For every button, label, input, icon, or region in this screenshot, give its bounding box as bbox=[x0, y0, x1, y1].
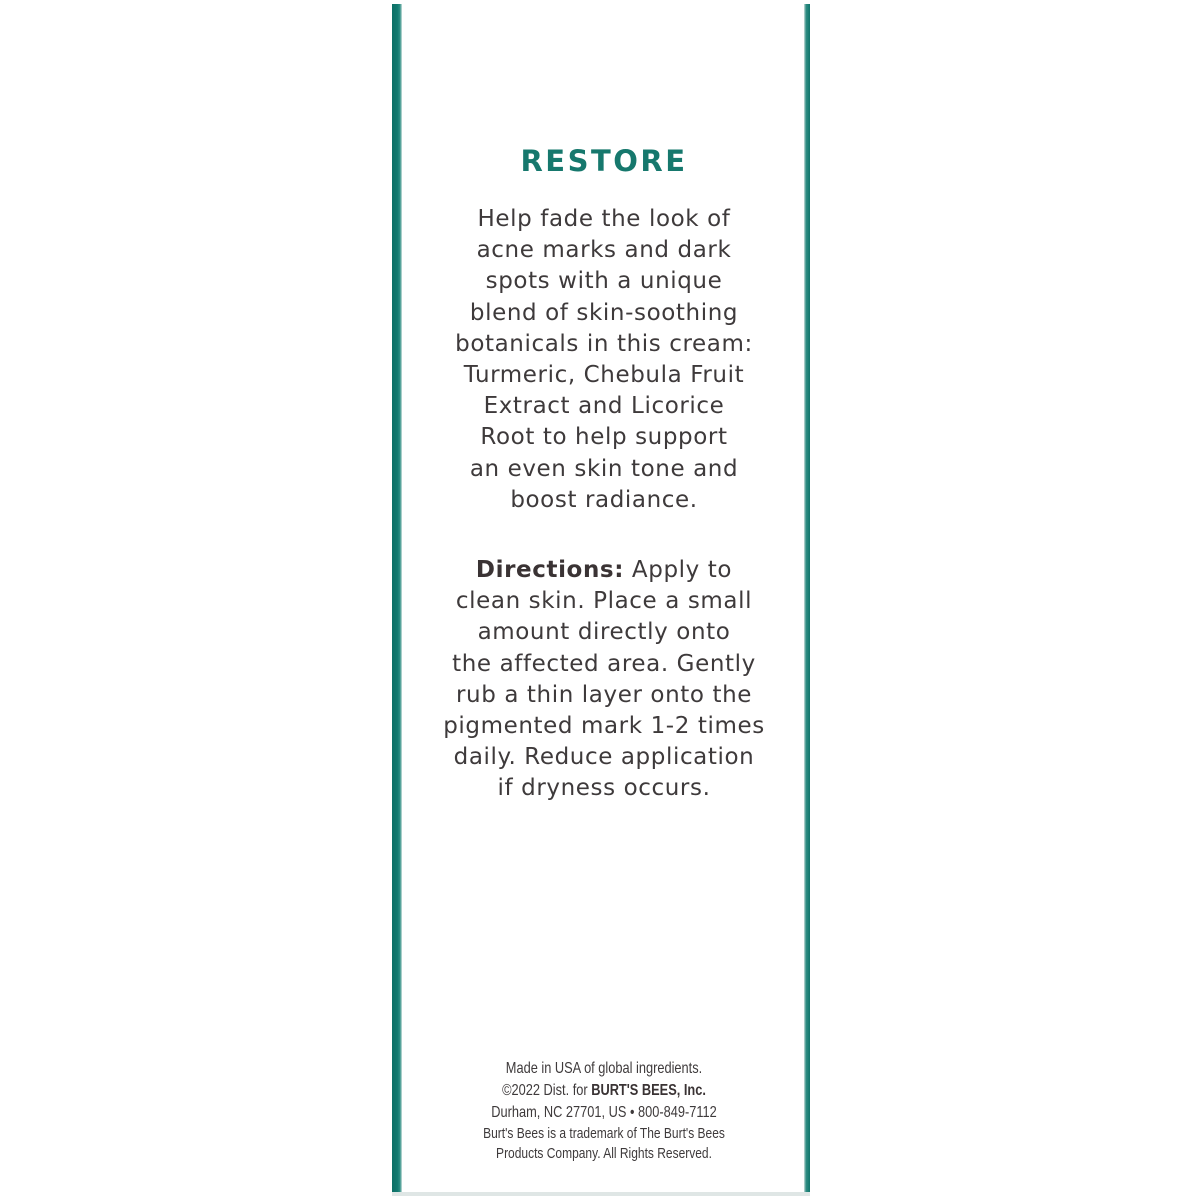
directions-first-line bbox=[412, 555, 796, 586]
footer-address: Durham, NC 27701, US • 800-849-7112 bbox=[491, 1104, 717, 1121]
description-line: botanicals in this cream: bbox=[455, 330, 753, 357]
directions-line: amount directly onto bbox=[477, 619, 731, 646]
description-line: Extract and Licorice bbox=[483, 393, 725, 420]
footer-rights: Products Company. All Rights Reserved. bbox=[496, 1145, 712, 1162]
directions-line: pigmented mark 1-2 times bbox=[443, 713, 765, 740]
footer-brand: BURT'S BEES, Inc. bbox=[591, 1082, 706, 1099]
directions-line: if dryness occurs. bbox=[497, 775, 711, 802]
description-line: boost radiance. bbox=[510, 486, 698, 513]
directions-line: daily. Reduce application bbox=[453, 744, 755, 771]
box-bottom-edge bbox=[392, 1192, 810, 1196]
footer-origin: Made in USA of global ingredients. bbox=[505, 1060, 703, 1077]
directions-line: the affected area. Gently bbox=[452, 650, 756, 677]
box-left-edge bbox=[392, 4, 402, 1196]
directions-line: rub a thin layer onto the bbox=[455, 681, 753, 708]
product-description bbox=[412, 204, 796, 516]
directions-section bbox=[412, 555, 796, 805]
directions-label: Directions: bbox=[475, 557, 625, 583]
description-line: acne marks and dark bbox=[476, 237, 732, 264]
description-line: spots with a unique bbox=[485, 268, 723, 295]
description-line: Turmeric, Chebula Fruit bbox=[463, 362, 745, 389]
footer-copyright: ©2022 Dist. for bbox=[502, 1082, 592, 1099]
directions-first-line-text: Apply to bbox=[624, 557, 733, 583]
directions-line: clean skin. Place a small bbox=[455, 588, 753, 615]
footer-distributor bbox=[450, 1080, 757, 1102]
description-line: Help fade the look of bbox=[477, 206, 731, 232]
legal-footer bbox=[450, 1058, 757, 1164]
footer-trademark: Burt's Bees is a trademark of The Burt's Bees bbox=[483, 1125, 725, 1142]
description-line: an even skin tone and bbox=[469, 455, 739, 482]
product-box-side-panel bbox=[392, 4, 810, 1196]
panel-heading: RESTORE bbox=[520, 144, 688, 178]
description-line: Root to help support bbox=[480, 424, 728, 451]
box-right-edge bbox=[804, 4, 810, 1196]
description-line: blend of skin-soothing bbox=[469, 299, 739, 326]
